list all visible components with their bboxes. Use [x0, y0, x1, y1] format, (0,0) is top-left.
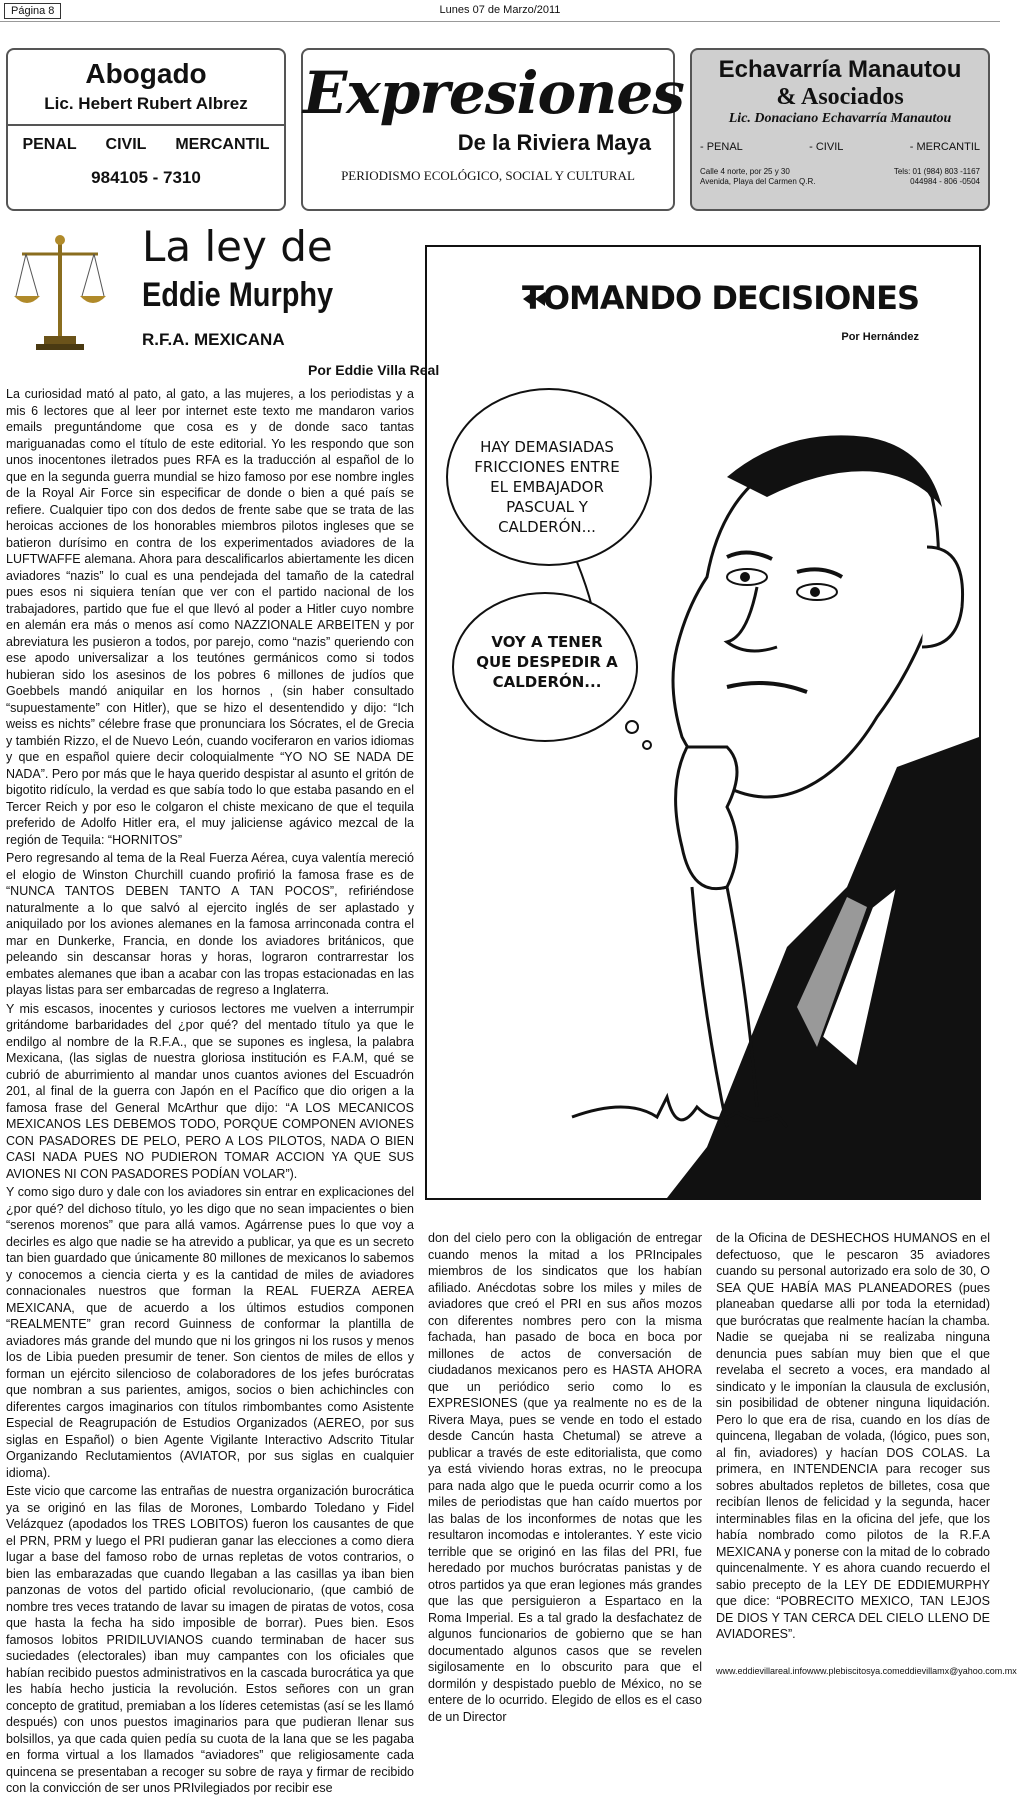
- lawyer-ad-areas: [8, 136, 284, 154]
- law-firm-contact: [692, 167, 988, 187]
- political-cartoon: [425, 245, 981, 1200]
- article-column-1: [6, 386, 414, 1795]
- newspaper-masthead: [301, 48, 684, 211]
- law-firm-associates: & Asociados: [776, 84, 904, 110]
- page-footer: [716, 1666, 1017, 1676]
- cartoon-title: TOMANDO DECISIONES: [522, 279, 919, 317]
- article-headline: La ley de: [142, 222, 333, 271]
- footer-link-plebiscito[interactable]: www.plebiscitosya.com: [807, 1666, 900, 1676]
- law-firm-lawyer: Lic. Donaciano Echavarría Manautou: [728, 111, 952, 126]
- article-subheadline: R.F.A. MEXICANA: [142, 330, 285, 349]
- newspaper-tagline: PERIODISMO ECOLÓGICO, SOCIAL Y CULTURAL: [341, 168, 635, 183]
- area-label: - MERCANTIL: [909, 141, 980, 153]
- cartoon-drawing: [427, 247, 979, 1198]
- page-number: Página 8: [4, 3, 61, 19]
- area-label: CIVIL: [105, 136, 147, 153]
- article-paragraph: Y como sigo duro y dale con los aviadores sin entrar en explicaciones del ¿por qué? del dichoso título, yo les digo que no sean impacientes o bien “serenos morenos” que para allá vamos. Agárrense pues lo que voy a decirles es algo que nadie se ha atrevido a publicar, ya que es un secreto tan bien guardado que únicamente 80 millones de mexicanos lo sabemos y conocemos a ciencia cierta y es la cantidad de miles de aviadores connacionales nuestros que forman la REAL FUERZA AEREA MEXICANA, que de acuerdo a los últimos estudios componen “REALMENTE” gran record Guinness de conformar la plantilla de aviadores más grande del mundo que ni los gringos ni los rusos y menos los de Libia pueden presumir de tener. Son cientos de miles de ellos y forman un ejército silencioso de colaboradores de los jefes burócratas que nombran a sus parientes, amigos, socios o bien achichincles con diferentes cargos imaginarios con títulos rimbombantes como Asistente Especial de Reagrupación de Estudios Organizados (AEREO, por sus siglas en Español) o bien Agente Vigilante Interactivo Adscrito Titular Organizando Reclutamientos (AVIATOR, por sus siglas en cualquier idioma).: [6, 1185, 414, 1480]
- lawyer-ad-name: Lic. Hebert Rubert Albrez: [44, 94, 248, 113]
- article-headline-name: Eddie Murphy: [142, 276, 334, 314]
- scales-of-justice-icon: [12, 232, 108, 352]
- article-column-3: [716, 1230, 990, 1641]
- newspaper-subtitle: De la Riviera Maya: [457, 130, 651, 155]
- area-label: - PENAL: [700, 141, 743, 153]
- footer-link-email[interactable]: eddievillamx@yahoo.com.mx: [899, 1666, 1017, 1676]
- area-label: PENAL: [22, 136, 77, 153]
- address-line: Avenida, Playa del Carmen Q.R.: [700, 177, 816, 186]
- phone-line: Tels: 01 (984) 803 -1167: [893, 167, 980, 176]
- law-firm-name: Echavarría Manautou: [718, 56, 962, 83]
- divider: [8, 124, 284, 126]
- article-paragraph: La curiosidad mató al pato, al gato, a las mujeres, a los periodistas y a mis 6 lectores que al leer por internet este texto me mandaron varios emails preguntándome que cosa es y de donde saco tantas mariguanadas como el título de este editorial. Yo les respondo que son unos inocentones iletrados pues RFA es la traducción al español de lo que en la segunda guerra mundial se hizo famoso por ese nombre ingles de la Royal Air Force sin especificar de donde o bien a qué país se refiere. Cualquier tipo con dos dedos de frente sabe que se trata de las heroicas acciones de los honorables miembros pilotos ingleses que se batieron durísimo en contra de los experimentados aviadores de la LUFTWAFFE alemana. Ahora para descalificarlos abiertamente les dicen aviadores “nazis” lo cual es una pendejada del tamaño de la catedral pues esos ni siquiera tenían que ver con el partido nacional de los trabajadores, partido que fue el que llevó al poder a Hitler cuyo nombre en alemán era más o menos así como NAZZIONALE ARBEITEN y por abreviatura les pusieron a todos, por parejo, como “nazis” queriendo con ese apodo universalizar a los teutónes germánicos como si todos hubieran sido los asesinos de los pobres 6 millones de judíos que Goebbels mandó aniquilar en los hornos , (sin haber consultado “supuestamente” con Hitler), que se hizo el desentendido y dijo: “Ich weiss es nichts” célebre frase que pronunciara los Sócrates, el de Grecia y también Rizzo, el de Nuevo León, cuando vociferaron en varios idiomas y que en español quiere decir coloquialmente “YO NO SE NADA DE NADA”. Pero por más que le haya querido despistar al asunto el gritón de bigotito ridículo, la verdad es que sabía todo lo que estaba pasando en el Tercer Reich y por eso le colgaron el chiste mexicano de que el tequila preferido de Adolfo Hitler era, el muy jaliciense agávico mezcal de la región de Tequila: “HORNITOS”: [6, 387, 414, 847]
- article-byline: Por Eddie Villa Real: [308, 362, 440, 378]
- lawyer-ad[interactable]: [6, 48, 286, 211]
- issue-date: Lunes 07 de Marzo/2011: [439, 4, 561, 16]
- article-paragraph: don del cielo pero con la obligación de entregar cuando menos la mitad a los PRIncipales miembros de los sindicatos que los habían afiliado. Anécdotas sobre los miles y miles de aviadores que creó el PRI en sus años mozos con diferentes nombres pero con la misma fachada, han pasado de boca en boca por millones de actos de conversación de ciudadanos mexicanos pero es HASTA AHORA que un periódico serio como lo es EXPRESIONES (que ya realmente no es de la Rivera Maya, pues se vende en todo el estado desde Cancún hasta Chetumal) se atreve a publicar a través de este editorialista, que como ya está viviendo horas extras, no le preocupa para nada algo que le pueda ocurrir como a los miles de periodistas que han caído muertos por las balas de los inconformes de notas que les resultaron incomodas e intolerantes. Y este vicio terrible que se originó en las filas del PRI, fue heredado por muchos burócratas panistas y de otros partidos ya que eran legiones más grandes que las que persiguieron a Espartaco en la Roma Imperial. Es a tal grado la desfachatez de algunos funcionarios de gobierno que se han documentado algunos casos que se revelen sigilosamente en lo obscurito para que el dormilón y despistado pueblo de México, no se entere de lo ocurrido. Elegido de ellos es el caso de un Director: [428, 1231, 702, 1724]
- article-paragraph: Este vicio que carcome las entrañas de nuestra organización burocrática ya se originó en las filas de Morones, Lombardo Toledano y Fidel Velázquez (apodados los TRES LOBITOS) fueron los causantes de que el PRN, PRM y luego el PRI pudieran ganar las elecciones a como diera lugar a base del famoso robo de urnas repletas de votos contrarios, o bien las embarazadas que cuando llegaban a las casillas ya iban bien panzonas de votos del partido oficial revolucionario, (que cambió de nombre tres veces tratando de lavar su imagen de piratas de votos, cosa que hasta la fecha ha sido imposible de borrar). Pues bien. Esos famosos lobitos PRIDILUVIANOS cuando terminaban de hacer sus suciedades (electorales) iban muy campantes con los oficiales que habían recibido puestos administrativos en la cascada burocrática ya que les había hecho justicia la revolución. Estos señores con un gran concepto de gratitud, premiaban a los líderes cetemistas (así se les llamó después) con unos puestos imaginarios para que pudieran llenar sus bolsillos, ya que cada quien pedía su cuota de la lana que se les pagaba en forma virtual a los llamados “aviadores” que religiosamente cada quincena se presentaban a recoger su sobre de raya y firmar de recibido con la convicción de ser unos PRIvilegiados por recibir ese: [6, 1484, 414, 1795]
- address-line: Calle 4 norte, por 25 y 30: [700, 167, 790, 176]
- area-label: MERCANTIL: [175, 136, 270, 153]
- lawyer-ad-title: Abogado: [85, 58, 207, 89]
- law-firm-areas: [692, 141, 988, 153]
- speech-bubble-1: HAY DEMASIADAS FRICCIONES ENTRE EL EMBAJADOR PASCUAL Y CALDERÓN...: [474, 438, 620, 536]
- area-label: - CIVIL: [809, 141, 844, 153]
- page-header: [0, 0, 1000, 22]
- article-paragraph: de la Oficina de DESHECHOS HUMANOS en el defectuoso, que le pescaron 35 aviadores cuando su personal autorizado era solo de 30, O SEA QUE HABÍA MAS PLANEADORES (pues planeaban quedarse alli por toda la eternidad) que burócratas que realmente hacían la chamba. Nadie se quejaba ni se realizaba ninguna denuncia pues sabían muy bien que el que revelaba el secreto a voces, era mandado al sindicato y le imponían la clausula de exclusión, sin posibilidad de obtener ninguna liquidación. Pero lo que era de risa, cuando en los días de quincena, llegaban de volada, (lógico, pues son, al fin, aviadores) y hacían DOS COLAS. La primera, en INTENDENCIA para recoger sus sobres abultados repletos de billetes, cosa que recibían llenos de felicidad y la segunda, hacer interminables filas en la oficina del jefe, que los había nombrado como pilotos de la R.F.A MEXICANA y ponerse con la mitad de lo cobrado quincenalmente. Y es ahora cuando recuerdo el sabio precepto de la LEY DE EDDIEMURPHY que dice: “POBRECITO MEXICO, TAN LEJOS DE DIOS Y TAN CERCA DEL CIELO LLENO DE AVIADORES”.: [716, 1231, 990, 1641]
- article-paragraph: Pero regresando al tema de la Real Fuerza Aérea, cuya valentía mereció el elogio de Winston Churchill cuando profirió la famosa frase es de “NUNCA TANTOS DEBEN TANTO A TAN POCOS”, refiriéndose naturalmente a lo que salvó al ejercito inglés de ser aplastado y aniquilado por los aviones alemanes en la famosa arrinconada contra el mar en Dunkerke, Francia, en donde los aviadores británicos, que peleando sin descansar horas y horas, lograron contrarrestar los embates alemanes que iban a acabar con las tropas estacionadas en las playas listas para ser embarcadas de regreso a Inglaterra.: [6, 851, 414, 997]
- cartoon-byline: Por Hernández: [841, 331, 919, 343]
- law-firm-ad[interactable]: [690, 48, 990, 211]
- article-column-2: [428, 1230, 702, 1724]
- phone-line: 044984 - 806 -0504: [910, 177, 980, 186]
- article-paragraph: Y mis escasos, inocentes y curiosos lectores me vuelven a interrumpir gritándome barbaridades del ¿por qué? del mentado título ya que le endilgo al nombre de la R.F.A., que se supones es inglesa, la palabra Mexicana, (las siglas de nuestra gloriosa institución es F.A.M, qué se cubrió de aburrimiento al mandar unos cuantos aviones del Escuadrón 201, al final de la guerra con Japón en el Pacífico que dio origen a la famosa frase del General McArthur que dijo: “A LOS MECANICOS MEXICANOS LES DEBEMOS TODO, PORQUE COMPONEN AVIONES CON PASADORES DE PELO, PERO A LOS PILOTOS, NADA O BIEN CASI NADA PUES NO PUDIERON TOMAR ACCION YA QUE SUS AVIONES NI CON PASADORES PODÍAN VOLAR”).: [6, 1001, 414, 1181]
- newspaper-logo: Expresiones: [303, 59, 684, 127]
- lawyer-ad-phone: 984105 - 7310: [91, 168, 201, 187]
- footer-link-website[interactable]: www.eddievillareal.info: [716, 1666, 808, 1676]
- speech-bubble-2: VOY A TENER QUE DESPEDIR A CALDERÓN...: [476, 633, 618, 691]
